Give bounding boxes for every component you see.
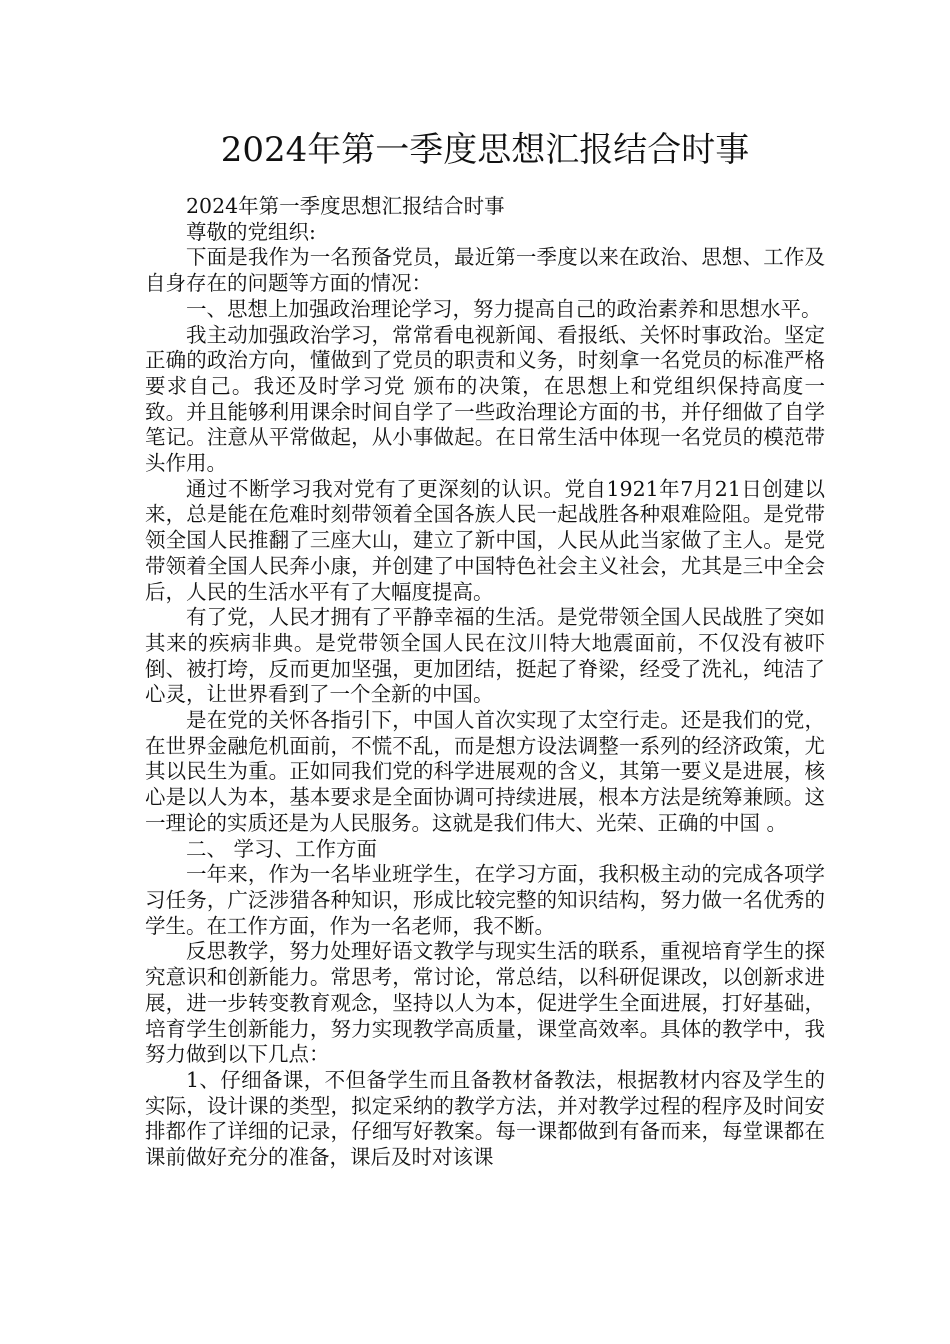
paragraph-section-2-heading: 二、 学习、工作方面 bbox=[186, 836, 378, 861]
document-page bbox=[145, 128, 825, 1171]
paragraph: 一年来，作为一名毕业班学生，在学习方面，我积极主动的完成各项学习任务，广泛涉猎各种知识，形成比较完整的知识结构，努力做一名优秀的学生。在工作方面，作为一名老师，我不断。 bbox=[145, 862, 825, 938]
paragraph: 有了党，人民才拥有了平静幸福的生活。是党带领全国人民战胜了突如其来的疾病非典。是党带领全国人民在汶川特大地震面前，不仅没有被吓倒、被打垮，反而更加坚强，更加团结，挺起了脊梁，经受了洗礼，纯洁了心灵，让世界看到了一个全新的中国。 bbox=[145, 605, 825, 707]
paragraph-subtitle: 2024年第一季度思想汇报结合时事 bbox=[186, 194, 505, 218]
paragraph: 我主动加强政治学习，常常看电视新闻、看报纸、关怀时事政治。坚定正确的政治方向，懂做到了党员的职责和义务，时刻拿一名党员的标准严格要求自己。我还及时学习党 颁布的决策，在思想上和党组织保持高度一致。并且能够利用课余时间自学了一些政治理论方面的书，并仔细做了自学笔记。注意从平常做起，从小事做起。在日常生活中体现一名党员的模范带头作用。 bbox=[145, 322, 825, 476]
paragraph: 通过不断学习我对党有了更深刻的认识。党自1921年7月21日创建以来，总是能在危难时刻带领着全国各族人民一起战胜各种艰难险阻。是党带领全国人民推翻了三座大山，建立了新中国，人民从此当家做了主人。是党带领着全国人民奔小康，并创建了中国特色社会主义社会，尤其是三中全会后，人民的生活水平有了大幅度提高。 bbox=[145, 476, 825, 604]
paragraph: 是在党的关怀各指引下，中国人首次实现了太空行走。还是我们的党，在世界金融危机面前，不慌不乱，而是想方设法调整一系列的经济政策，尤其以民生为重。正如同我们党的科学进展观的含义，其第一要义是进展，核心是以人为本，基本要求是全面协调可持续进展，根本方法是统筹兼顾。这一理论的实质还是为人民服务。这就是我们伟大、光荣、正确的中国 。 bbox=[145, 708, 825, 835]
paragraph-salutation: 尊敬的党组织: bbox=[186, 219, 316, 244]
paragraph-intro: 下面是我作为一名预备党员，最近第一季度以来在政治、思想、工作及自身存在的问题等方面的情况： bbox=[145, 245, 825, 296]
document-body bbox=[145, 194, 825, 1171]
paragraph: 反思教学，努力处理好语文教学与现实生活的联系，重视培育学生的探究意识和创新能力。常思考，常讨论，常总结，以科研促课改，以创新求进展，进一步转变教育观念，坚持以人为本，促进学生全面进展，打好基础，培育学生创新能力，努力实现教学高质量，课堂高效率。具体的教学中，我努力做到以下几点： bbox=[145, 939, 825, 1067]
document-title: 2024年第一季度思想汇报结合时事 bbox=[220, 130, 750, 170]
paragraph: 1、仔细备课，不但备学生而且备教材备教法，根据教材内容及学生的实际，设计课的类型，拟定采纳的教学方法，并对教学过程的程序及时间安排都作了详细的记录，仔细写好教案。每一课都做到有备而来，每堂课都在课前做好充分的准备，课后及时对该课 bbox=[145, 1067, 825, 1170]
paragraph-section-1-heading: 一、思想上加强政治理论学习，努力提高自己的政治素养和思想水平。 bbox=[186, 296, 822, 321]
